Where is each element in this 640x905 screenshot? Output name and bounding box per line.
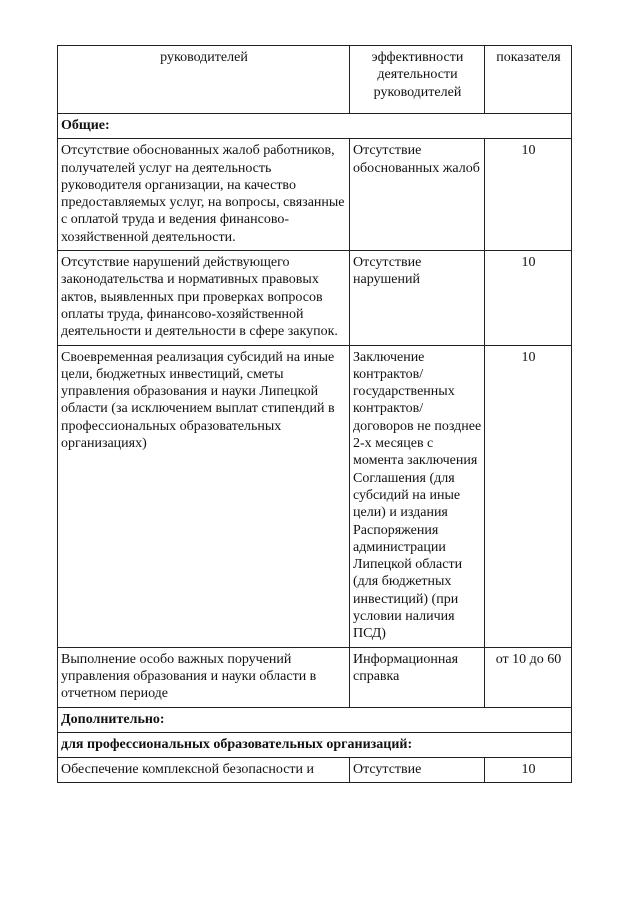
criterion-cell: Отсутствие нарушений действующего законодательства и нормативных правовых актов, выявленных при проверках вопросов оплаты труда, финансово-хозяйственной деятельности и деятельности в сфере закупок. [58,251,350,345]
header-criteria: руководителей [58,46,350,114]
section-title-general: Общие: [58,114,572,139]
value-cell: 10 [485,139,572,251]
indicator-cell: Отсутствие [350,758,485,783]
section-title-additional: Дополнительно: [58,707,572,732]
criterion-cell: Своевременная реализация субсидий на иные цели, бюджетных инвестиций, сметы управления образования и науки Липецкой области (за исключением выплат стипендий в профессиональных образовательных организациях) [58,345,350,647]
table-row [58,647,572,707]
table-header-row [58,46,572,114]
criteria-table [57,45,572,783]
section-row-professional [58,732,572,757]
indicator-cell: Заключение контрактов/государственных контрактов/договоров не позднее 2-х месяцев с момента заключения Соглашения (для субсидий на иные цели) и издания Распоряжения администрации Липецкой области (для бюджетных инвестиций) (при условии наличия ПСД) [350,345,485,647]
indicator-cell: Отсутствие нарушений [350,251,485,345]
criterion-cell: Обеспечение комплексной безопасности и [58,758,350,783]
value-cell: 10 [485,251,572,345]
table-row [58,758,572,783]
table-row [58,139,572,251]
criterion-cell: Отсутствие обоснованных жалоб работников, получателей услуг на деятельность руководителя организации, на качество предоставляемых услуг, на вопросы, связанные с оплатой труда и ведения финансово-хозяйственной деятельности. [58,139,350,251]
section-row-additional [58,707,572,732]
section-row-general [58,114,572,139]
table-row [58,251,572,345]
header-value: показателя [485,46,572,114]
value-cell: от 10 до 60 [485,647,572,707]
indicator-cell: Информационная справка [350,647,485,707]
criterion-cell: Выполнение особо важных поручений управления образования и науки области в отчетном периоде [58,647,350,707]
value-cell: 10 [485,345,572,647]
value-cell: 10 [485,758,572,783]
section-title-professional: для профессиональных образовательных организаций: [58,732,572,757]
table-row [58,345,572,647]
header-indicator: эффективности деятельности руководителей [350,46,485,114]
indicator-cell: Отсутствие обоснованных жалоб [350,139,485,251]
